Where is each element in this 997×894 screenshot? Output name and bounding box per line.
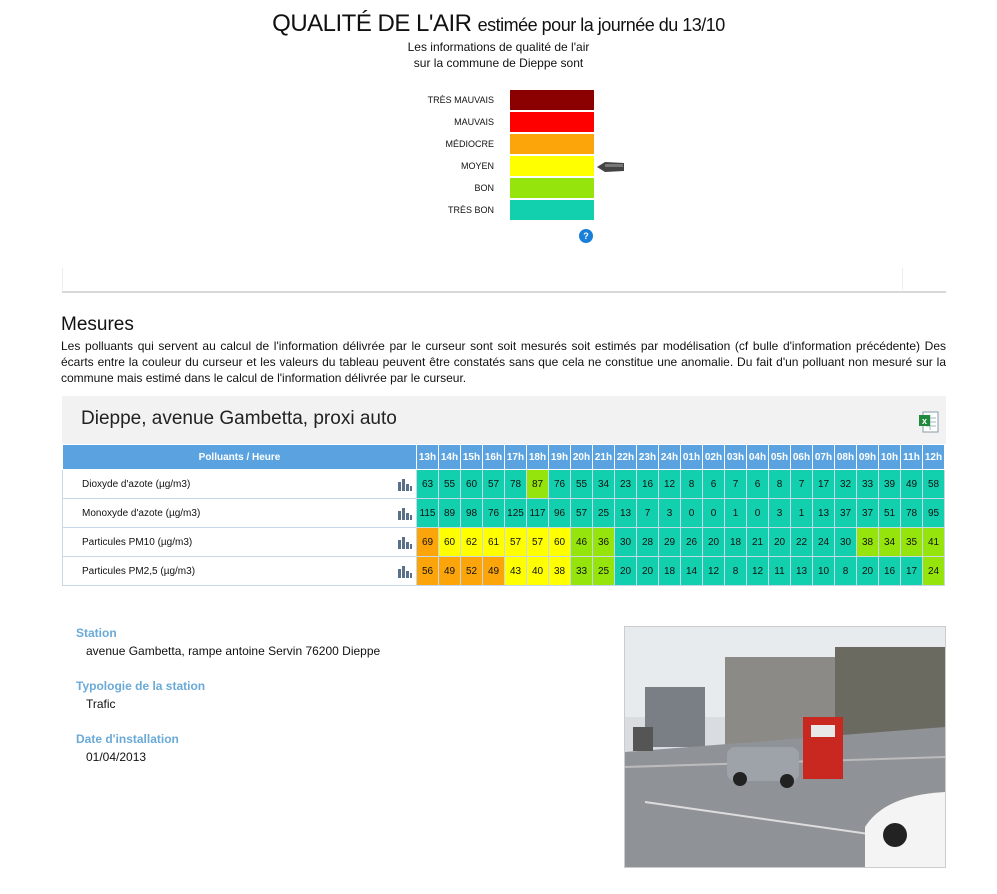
value-cell: 11 <box>769 557 791 586</box>
value-cell: 55 <box>571 470 593 499</box>
value-cell: 16 <box>879 557 901 586</box>
legend-swatch <box>510 112 594 132</box>
value-cell: 18 <box>659 557 681 586</box>
installation-date-value: 01/04/2013 <box>86 750 147 764</box>
chart-icon[interactable] <box>398 479 412 491</box>
svg-text:x: x <box>921 416 928 426</box>
value-cell: 17 <box>813 470 835 499</box>
value-cell: 20 <box>769 528 791 557</box>
pollutant-label: Monoxyde d'azote (µg/m3) <box>82 507 201 519</box>
value-cell: 21 <box>747 528 769 557</box>
value-cell: 30 <box>615 528 637 557</box>
table-row <box>63 557 945 586</box>
value-cell: 62 <box>461 528 483 557</box>
value-cell: 35 <box>901 528 923 557</box>
legend-row <box>0 156 997 176</box>
value-cell: 7 <box>637 499 659 528</box>
legend-label: MÉDIOCRE <box>445 139 494 149</box>
chart-icon[interactable] <box>398 537 412 549</box>
value-cell: 16 <box>637 470 659 499</box>
value-cell: 60 <box>549 528 571 557</box>
value-cell: 26 <box>681 528 703 557</box>
value-cell: 38 <box>857 528 879 557</box>
typology-label: Typologie de la station <box>76 679 206 693</box>
table-row <box>63 470 945 499</box>
page-title <box>0 10 997 38</box>
value-cell: 10 <box>813 557 835 586</box>
measurements-table <box>62 444 945 586</box>
value-cell: 49 <box>439 557 461 586</box>
value-cell: 76 <box>549 470 571 499</box>
value-cell: 25 <box>593 557 615 586</box>
section-description: Les polluants qui servent au calcul de l'information délivrée par le curseur sont soit mesurés soit estimés par modélisation (cf bulle d'information précédente) Des écarts entre la couleur du curseur et les valeurs du tableau peuvent être constatés sans que cela ne constitue une anomalie. Du fait d'un polluant non mesuré sur la commune mais estimé dans le calcul de l'information délivrée par le curseur. <box>61 339 946 385</box>
info-line-1: Les informations de qualité de l'air <box>407 40 590 54</box>
value-cell: 63 <box>417 470 439 499</box>
value-cell: 78 <box>505 470 527 499</box>
column-header-hour: 01h <box>681 445 703 470</box>
column-header-hour: 05h <box>769 445 791 470</box>
column-header-hour: 15h <box>461 445 483 470</box>
value-cell: 56 <box>417 557 439 586</box>
value-cell: 46 <box>571 528 593 557</box>
value-cell: 57 <box>571 499 593 528</box>
column-header-hour: 07h <box>813 445 835 470</box>
pollutant-name <box>63 557 417 586</box>
station-header <box>62 396 946 444</box>
legend-row <box>0 134 997 154</box>
value-cell: 115 <box>417 499 439 528</box>
pollutant-label: Particules PM2,5 (µg/m3) <box>82 565 196 577</box>
station-label: Station <box>76 626 117 640</box>
column-header-hour: 20h <box>571 445 593 470</box>
value-cell: 8 <box>769 470 791 499</box>
value-cell: 57 <box>505 528 527 557</box>
value-cell: 87 <box>527 470 549 499</box>
value-cell: 37 <box>857 499 879 528</box>
value-cell: 22 <box>791 528 813 557</box>
column-header-hour: 02h <box>703 445 725 470</box>
section-title: Mesures <box>61 314 134 335</box>
column-header-hour: 19h <box>549 445 571 470</box>
value-cell: 117 <box>527 499 549 528</box>
value-cell: 3 <box>769 499 791 528</box>
value-cell: 12 <box>747 557 769 586</box>
value-cell: 12 <box>659 470 681 499</box>
legend-label: BON <box>474 183 494 193</box>
legend-label: TRÈS BON <box>447 205 494 215</box>
table-row <box>63 528 945 557</box>
column-header-hour: 03h <box>725 445 747 470</box>
value-cell: 57 <box>483 470 505 499</box>
current-level-pointer-icon <box>597 161 625 173</box>
value-cell: 32 <box>835 470 857 499</box>
value-cell: 14 <box>681 557 703 586</box>
column-header-hour: 09h <box>857 445 879 470</box>
station-name: Dieppe, avenue Gambetta, proxi auto <box>81 408 397 429</box>
value-cell: 24 <box>923 557 945 586</box>
column-header-hour: 14h <box>439 445 461 470</box>
value-cell: 34 <box>593 470 615 499</box>
value-cell: 49 <box>901 470 923 499</box>
value-cell: 25 <box>593 499 615 528</box>
pollutant-label: Dioxyde d'azote (µg/m3) <box>82 478 191 490</box>
value-cell: 18 <box>725 528 747 557</box>
column-header-hour: 22h <box>615 445 637 470</box>
value-cell: 60 <box>461 470 483 499</box>
info-line-2: sur la commune de Dieppe sont <box>413 56 584 70</box>
value-cell: 20 <box>637 557 659 586</box>
value-cell: 34 <box>879 528 901 557</box>
value-cell: 13 <box>791 557 813 586</box>
column-header-hour: 21h <box>593 445 615 470</box>
value-cell: 1 <box>791 499 813 528</box>
legend-swatch <box>510 134 594 154</box>
title-sub: estimée pour la journée du 13/10 <box>477 15 725 35</box>
column-header-hour: 16h <box>483 445 505 470</box>
chart-icon[interactable] <box>398 508 412 520</box>
divider <box>902 268 903 290</box>
column-header-hour: 18h <box>527 445 549 470</box>
value-cell: 13 <box>813 499 835 528</box>
typology-value: Trafic <box>86 697 116 711</box>
column-header-hour: 24h <box>659 445 681 470</box>
value-cell: 43 <box>505 557 527 586</box>
value-cell: 37 <box>835 499 857 528</box>
column-header-hour: 06h <box>791 445 813 470</box>
value-cell: 98 <box>461 499 483 528</box>
value-cell: 17 <box>901 557 923 586</box>
table-row <box>63 499 945 528</box>
value-cell: 60 <box>439 528 461 557</box>
column-header-hour: 17h <box>505 445 527 470</box>
pollutant-name <box>63 499 417 528</box>
legend-swatch <box>510 156 594 176</box>
legend-row <box>0 90 997 110</box>
help-icon[interactable]: ? <box>579 229 593 243</box>
value-cell: 36 <box>593 528 615 557</box>
column-header-pollutants: Polluants / Heure <box>63 445 417 470</box>
value-cell: 7 <box>725 470 747 499</box>
value-cell: 125 <box>505 499 527 528</box>
value-cell: 58 <box>923 470 945 499</box>
value-cell: 23 <box>615 470 637 499</box>
value-cell: 6 <box>703 470 725 499</box>
station-address: avenue Gambetta, rampe antoine Servin 76200 Dieppe <box>86 644 381 658</box>
value-cell: 20 <box>615 557 637 586</box>
value-cell: 55 <box>439 470 461 499</box>
value-cell: 20 <box>703 528 725 557</box>
value-cell: 61 <box>483 528 505 557</box>
value-cell: 0 <box>681 499 703 528</box>
value-cell: 41 <box>923 528 945 557</box>
legend-label: MAUVAIS <box>454 117 494 127</box>
pollutant-name <box>63 470 417 499</box>
value-cell: 8 <box>835 557 857 586</box>
value-cell: 29 <box>659 528 681 557</box>
value-cell: 39 <box>879 470 901 499</box>
value-cell: 96 <box>549 499 571 528</box>
value-cell: 52 <box>461 557 483 586</box>
value-cell: 57 <box>527 528 549 557</box>
value-cell: 76 <box>483 499 505 528</box>
station-photo <box>624 626 946 868</box>
column-header-hour: 10h <box>879 445 901 470</box>
value-cell: 0 <box>747 499 769 528</box>
installation-date-label: Date d'installation <box>76 732 179 746</box>
value-cell: 89 <box>439 499 461 528</box>
legend-row <box>0 200 997 220</box>
column-header-hour: 11h <box>901 445 923 470</box>
table-header-row <box>63 445 945 470</box>
column-header-hour: 04h <box>747 445 769 470</box>
value-cell: 95 <box>923 499 945 528</box>
chart-icon[interactable] <box>398 566 412 578</box>
value-cell: 8 <box>725 557 747 586</box>
value-cell: 1 <box>725 499 747 528</box>
value-cell: 24 <box>813 528 835 557</box>
value-cell: 13 <box>615 499 637 528</box>
value-cell: 49 <box>483 557 505 586</box>
value-cell: 78 <box>901 499 923 528</box>
title-main: QUALITÉ DE L'AIR <box>272 10 472 37</box>
column-header-hour: 12h <box>923 445 945 470</box>
legend-label: MOYEN <box>460 161 494 171</box>
excel-export-icon[interactable] <box>918 410 940 434</box>
value-cell: 33 <box>571 557 593 586</box>
value-cell: 20 <box>857 557 879 586</box>
column-header-hour: 23h <box>637 445 659 470</box>
value-cell: 69 <box>417 528 439 557</box>
value-cell: 12 <box>703 557 725 586</box>
value-cell: 7 <box>791 470 813 499</box>
legend-row <box>0 178 997 198</box>
legend-row <box>0 112 997 132</box>
value-cell: 28 <box>637 528 659 557</box>
value-cell: 33 <box>857 470 879 499</box>
value-cell: 3 <box>659 499 681 528</box>
column-header-hour: 08h <box>835 445 857 470</box>
value-cell: 8 <box>681 470 703 499</box>
pollutant-name <box>63 528 417 557</box>
value-cell: 0 <box>703 499 725 528</box>
legend-swatch <box>510 90 594 110</box>
section-separator <box>62 291 946 293</box>
legend-label: TRÈS MAUVAIS <box>427 95 494 105</box>
value-cell: 40 <box>527 557 549 586</box>
value-cell: 30 <box>835 528 857 557</box>
pollutant-label: Particules PM10 (µg/m3) <box>82 536 193 548</box>
column-header-hour: 13h <box>417 445 439 470</box>
value-cell: 51 <box>879 499 901 528</box>
value-cell: 6 <box>747 470 769 499</box>
legend-swatch <box>510 200 594 220</box>
divider <box>62 268 63 290</box>
legend-swatch <box>510 178 594 198</box>
value-cell: 38 <box>549 557 571 586</box>
